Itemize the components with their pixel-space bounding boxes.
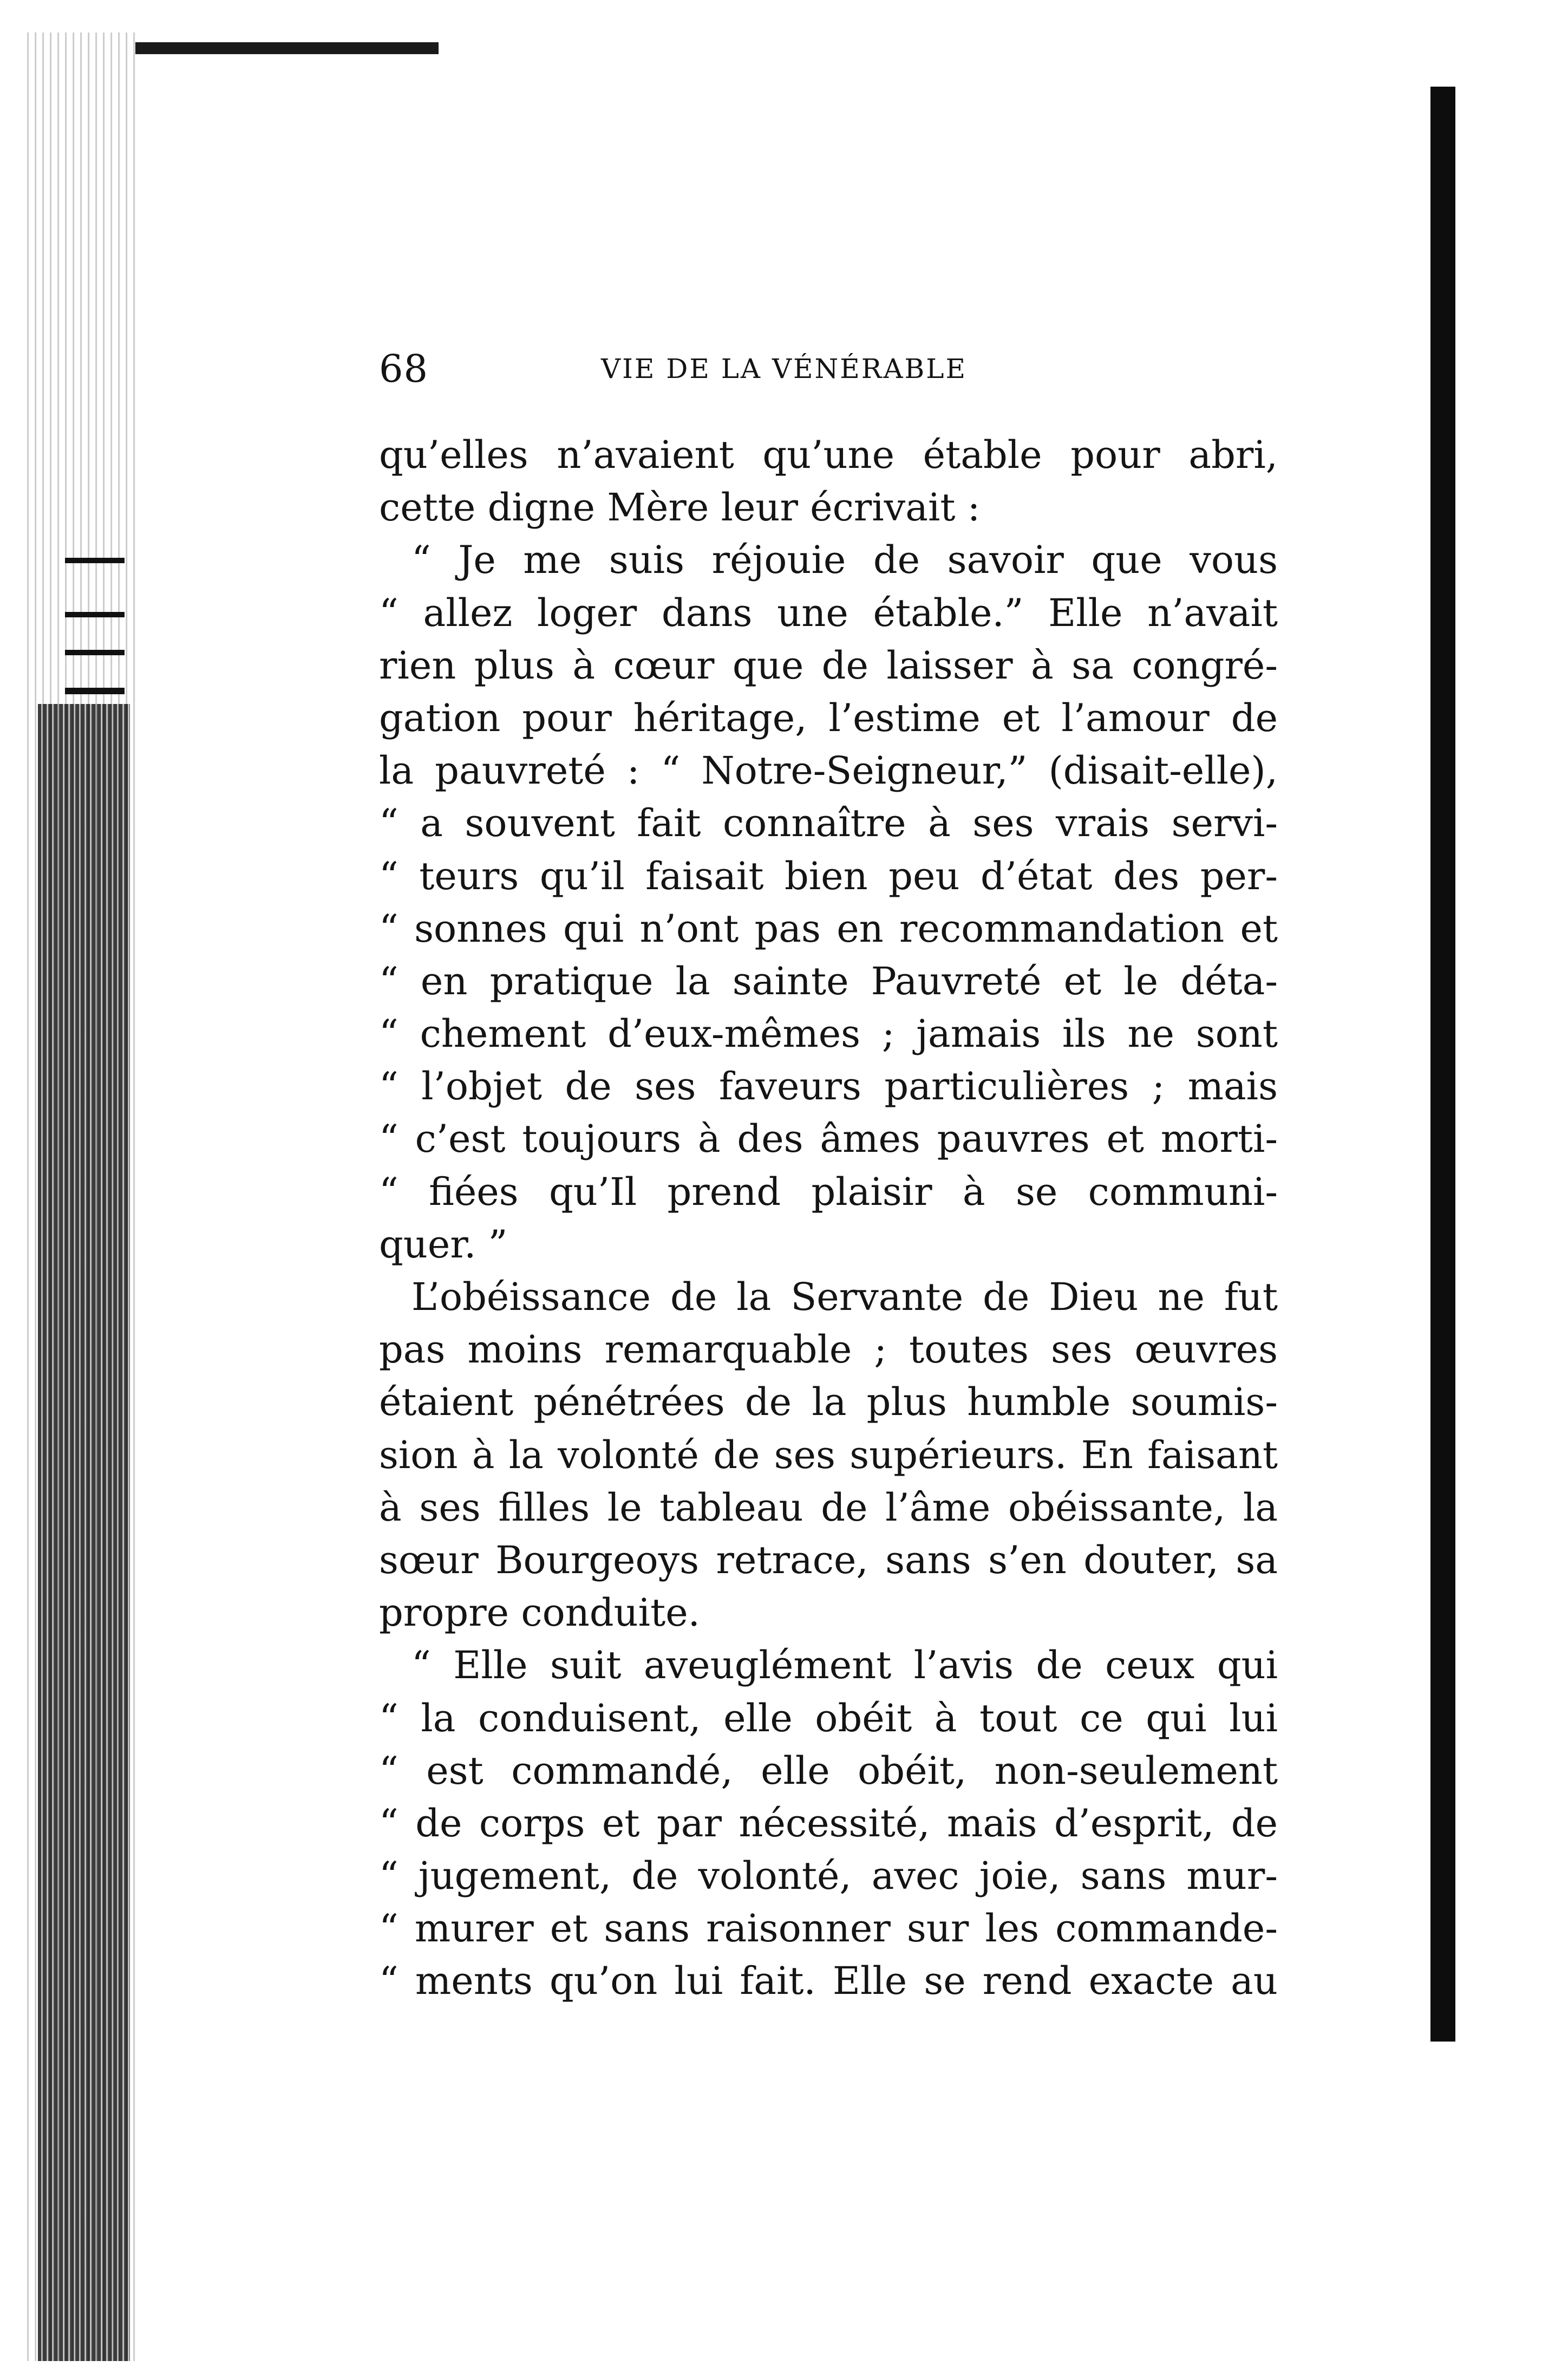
text-line: gation pour héritage, l’estime et l’amour de xyxy=(379,695,1278,740)
text-line: “ l’objet de ses faveurs particulières ; mais xyxy=(379,1064,1278,1109)
text-line: pas moins remarquable ; toutes ses œuvres xyxy=(379,1327,1278,1372)
text-line: “ sonnes qui n’ont pas en recommandation et xyxy=(379,906,1278,951)
text-line: quer. ” xyxy=(379,1222,508,1267)
text-line: “ en pratique la sainte Pauvreté et le déta- xyxy=(379,958,1278,1003)
text-line: “ Je me suis réjouie de savoir que vous xyxy=(411,538,1278,583)
scan-binding-edge xyxy=(38,704,130,2361)
text-line: “ Elle suit aveuglément l’avis de ceux qui xyxy=(411,1643,1278,1688)
text-line: qu’elles n’avaient qu’une étable pour abri, xyxy=(379,433,1278,477)
text-line: sœur Bourgeoys retrace, sans s’en douter, sa xyxy=(379,1537,1278,1582)
text-line: la pauvreté : “ Notre-Seigneur,” (disait-elle), xyxy=(379,748,1278,793)
text-line: L’obéissance de la Servante de Dieu ne fut xyxy=(411,1275,1278,1319)
text-line: “ fiées qu’Il prend plaisir à se communi- xyxy=(379,1169,1278,1214)
text-line: “ a souvent fait connaître à ses vrais servi- xyxy=(379,801,1278,846)
page-number: 68 xyxy=(379,347,429,391)
text-line: “ teurs qu’il faisait bien peu d’état des per- xyxy=(379,853,1278,898)
text-line: propre conduite. xyxy=(379,1590,700,1635)
text-line: rien plus à cœur que de laisser à sa congré- xyxy=(379,643,1278,688)
text-line: “ de corps et par nécessité, mais d’esprit, de xyxy=(379,1801,1278,1846)
text-line: “ chement d’eux-mêmes ; jamais ils ne sont xyxy=(379,1012,1278,1057)
text-line: “ ments qu’on lui fait. Elle se rend exacte au xyxy=(379,1959,1278,2004)
text-line: “ jugement, de volonté, avec joie, sans mur- xyxy=(379,1854,1278,1899)
scan-notch xyxy=(65,688,125,694)
text-line: étaient pénétrées de la plus humble soumis- xyxy=(379,1380,1278,1425)
text-line: “ la conduisent, elle obéit à tout ce qui lui xyxy=(379,1696,1278,1740)
body-text xyxy=(379,429,1278,2008)
text-line: “ est commandé, elle obéit, non-seulement xyxy=(379,1748,1278,1793)
scan-top-mark xyxy=(135,42,439,54)
text-line: “ allez loger dans une étable.” Elle n’avait xyxy=(379,590,1278,635)
scan-notch xyxy=(65,612,125,617)
text-line: à ses filles le tableau de l’âme obéissante, la xyxy=(379,1485,1278,1530)
scan-notch xyxy=(65,558,125,563)
text-line: “ c’est toujours à des âmes pauvres et morti- xyxy=(379,1117,1278,1162)
text-line: sion à la volonté de ses supérieurs. En faisant xyxy=(379,1432,1278,1477)
text-line: “ murer et sans raisonner sur les commande- xyxy=(379,1906,1278,1951)
page-header xyxy=(379,347,1375,395)
running-title: VIE DE LA VÉNÉRABLE xyxy=(601,353,967,384)
scan-notch xyxy=(65,650,125,655)
text-line: cette digne Mère leur écrivait : xyxy=(379,485,981,530)
scan-right-edge xyxy=(1430,87,1455,2042)
